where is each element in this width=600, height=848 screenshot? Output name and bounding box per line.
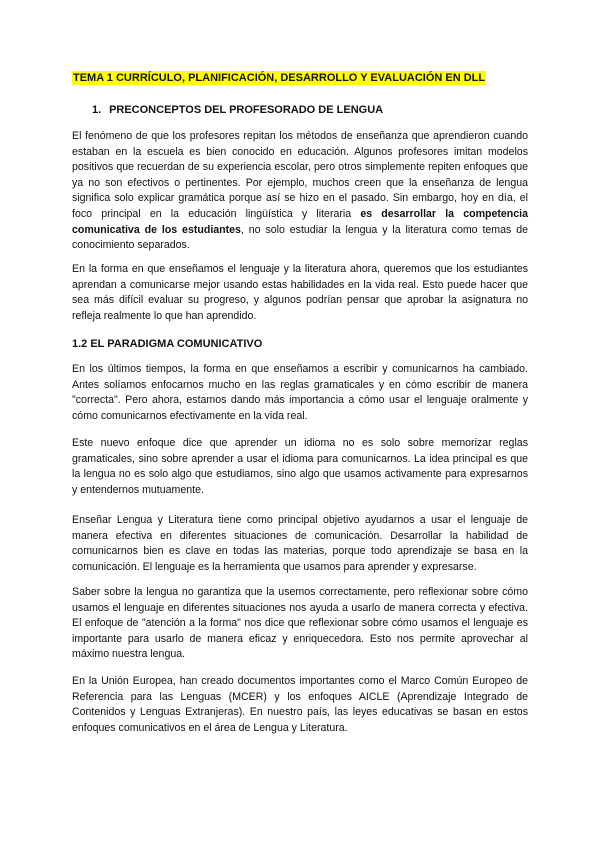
paragraph-ultimos-tiempos: En los últimos tiempos, la forma en que enseñamos a escribir y comunicarnos ha cambiado. Antes solíamos enfocarnos mucho en las reglas gramaticales y en cómo escribir de manera "correcta". Pero ahora, estamos dando más importancia a cómo usar el lenguaje oralmente y cómo comunicarnos efectivamente en la vida real. bbox=[72, 363, 528, 422]
paragraph-preconceptos bbox=[72, 129, 528, 254]
paragraph-nuevo-enfoque: Este nuevo enfoque dice que aprender un idioma no es solo sobre memorizar reglas gramaticales, sino sobre aprender a usar el idioma para comunicarnos. La idea principal es que la lengua no es solo algo que estudiamos, sino algo que usamos activamente para expresarnos y entendernos mutuamente. bbox=[72, 437, 528, 496]
section-2-heading: 1.2 EL PARADIGMA COMUNICATIVO bbox=[72, 338, 263, 350]
paragraph-1-text-b: , no solo estudiar la lengua y la literatura como temas de conocimiento separados. bbox=[72, 223, 528, 252]
paragraph-1-text-a: El fenómeno de que los profesores repitan los métodos de enseñanza que aprendieron cuando estaban en la escuela es bien conocido en educación. Algunos profesores imitan modelos positivos que recuerdan de su experiencia escolar, pero otros simplemente repiten enfoques que ya no son efectivos o pertinentes. Por ejemplo, muchos creen que la enseñanza de lengua significa solo explicar gramática porque así se hizo en el pasado. Sin embargo, hoy en día, el foco principal en la educación lingüística y literaria bbox=[72, 130, 528, 220]
paragraph-ensenar-lengua: Enseñar Lengua y Literatura tiene como principal objetivo ayudarnos a usar el lenguaje de manera efectiva en diferentes situaciones de comunicación. Desarrollar la habilidad de comunicarnos bien es clave en todas las materias, porque todo aprendizaje se basa en la comunicación. El lenguaje es la herramienta que usamos para aprender y expresarse. bbox=[72, 514, 528, 573]
paragraph-1-bold: es desarrollar la competencia comunicativa de los estudiantes bbox=[72, 207, 528, 236]
section-1-title: PRECONCEPTOS DEL PROFESORADO DE LENGUA bbox=[109, 104, 384, 116]
paragraph-forma-ensenanza: En la forma en que enseñamos el lenguaje y la literatura ahora, queremos que los estudiantes aprendan a comunicarse mejor usando estas habilidades en la vida real. Esto puede hacer que sea más difícil evaluar su progreso, y algunos podrían pensar que aprobar la asignatura no refleja realmente lo que han aprendido. bbox=[72, 263, 528, 322]
document-title: TEMA 1 CURRÍCULO, PLANIFICACIÓN, DESARROLLO Y EVALUACIÓN EN DLL bbox=[73, 72, 486, 84]
section-1-heading bbox=[92, 103, 383, 117]
paragraph-union-europea: En la Unión Europea, han creado documentos importantes como el Marco Común Europeo de Referencia para las Lenguas (MCER) y los enfoques AICLE (Aprendizaje Integrado de Contenidos y Lenguas Extranjeras). En nuestro país, las leyes educativas se basan en estos enfoques comunicativos en el área de Lengua y Literatura. bbox=[72, 675, 528, 734]
paragraph-saber-lengua: Saber sobre la lengua no garantiza que la usemos correctamente, pero reflexionar sobre cómo usamos el lenguaje en diferentes situaciones nos ayuda a usarlo de manera correcta y efectiva. El enfoque de "atención a la forma" nos dice que reflexionar sobre cómo usamos el lenguaje es importante para usarlo de manera eficaz y enriquecedora. Esto nos permite aprovechar al máximo nuestra lengua. bbox=[72, 586, 528, 661]
section-1-number: 1. bbox=[92, 104, 102, 116]
